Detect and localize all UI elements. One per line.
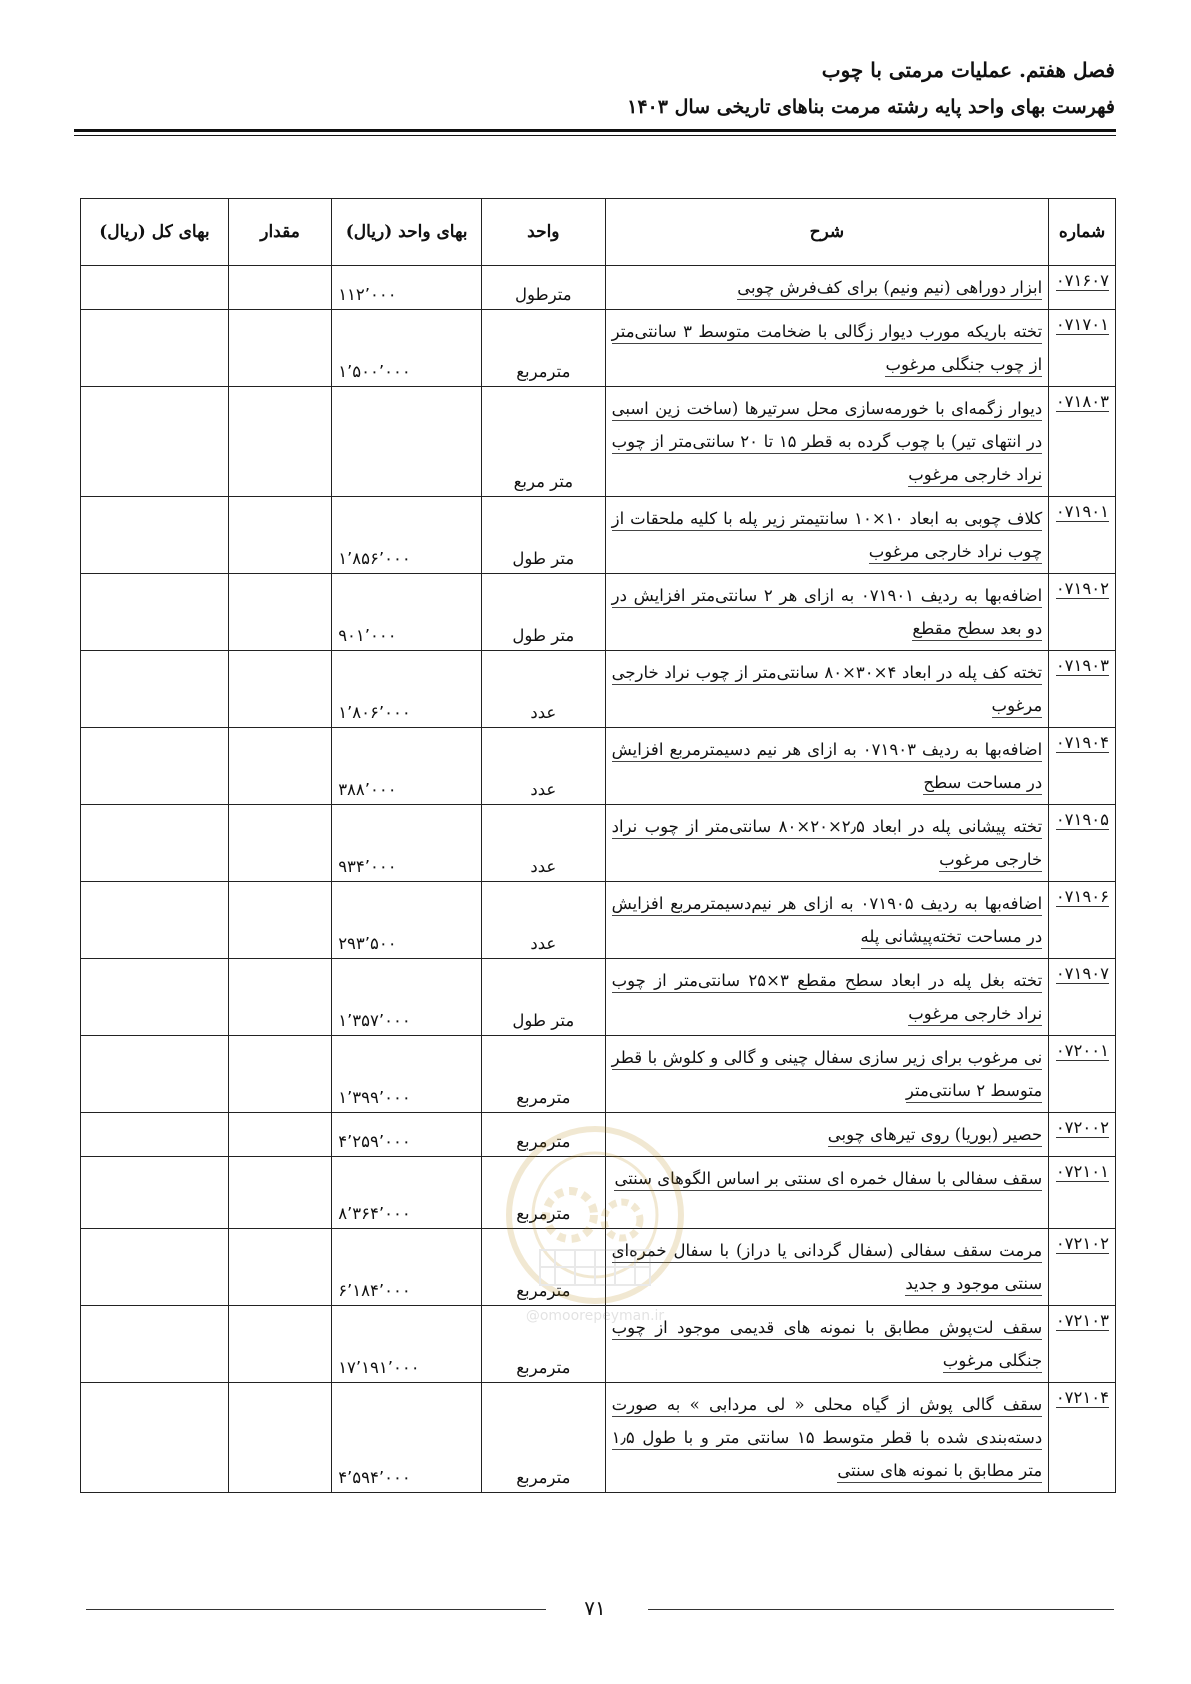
- cell-code-text: ۰۷۲۱۰۲: [1055, 1234, 1109, 1253]
- cell-description: [605, 497, 1049, 574]
- cell-code: [1049, 728, 1116, 805]
- cell-code: [1049, 497, 1116, 574]
- cell-code: [1049, 387, 1116, 497]
- cell-total: [81, 882, 229, 959]
- table-row: [81, 266, 1116, 310]
- cell-code: [1049, 574, 1116, 651]
- chapter-title: فصل هفتم. عملیات مرمتی با چوب: [821, 58, 1115, 82]
- cell-unit-price: ۱٬۸۵۶٬۰۰۰: [332, 497, 482, 574]
- header-rule-thin: [74, 135, 1116, 136]
- cell-code: [1049, 1036, 1116, 1113]
- cell-description: [605, 266, 1049, 310]
- cell-code-text: ۰۷۱۹۰۷: [1055, 964, 1109, 983]
- col-header-qty: مقدار: [228, 199, 331, 266]
- cell-description: [605, 651, 1049, 728]
- table-row: [81, 310, 1116, 387]
- cell-quantity: [228, 497, 331, 574]
- cell-description-text: سقف لت‌پوش مطابق با نمونه های قدیمی موجود از چوب جنگلی مرغوب: [612, 1318, 1043, 1373]
- table-header-row: [81, 199, 1116, 266]
- cell-quantity: [228, 266, 331, 310]
- table-row: [81, 387, 1116, 497]
- cell-description-text: اضافه‌بها به ردیف ۰۷۱۹۰۱ به ازای هر ۲ سانتی‌متر افزایش در دو بعد سطح مقطع: [612, 586, 1043, 641]
- cell-description-text: دیوار زگمه‌ای با خورمه‌سازی محل سرتیرها (ساخت زین اسبی در انتهای تیر) با چوب گرده به قطر ۱۵ تا ۲۰ سانتی‌متر از چوب نراد خارجی مرغوب: [612, 399, 1043, 487]
- cell-unit-price: ۶٬۱۸۴٬۰۰۰: [332, 1229, 482, 1306]
- cell-unit: مترمربع: [482, 1306, 606, 1383]
- col-header-total: بهای کل (ریال): [81, 199, 229, 266]
- cell-quantity: [228, 882, 331, 959]
- cell-code-text: ۰۷۱۹۰۱: [1055, 502, 1109, 521]
- cell-unit-price: ۴٬۵۹۴٬۰۰۰: [332, 1383, 482, 1493]
- cell-quantity: [228, 805, 331, 882]
- table-row: [81, 1113, 1116, 1157]
- cell-code-text: ۰۷۲۱۰۴: [1055, 1388, 1109, 1407]
- cell-unit: متر طول: [482, 574, 606, 651]
- cell-unit: عدد: [482, 805, 606, 882]
- cell-unit: مترمربع: [482, 1229, 606, 1306]
- cell-description: [605, 959, 1049, 1036]
- cell-quantity: [228, 1157, 331, 1229]
- cell-unit: عدد: [482, 728, 606, 805]
- table-row: [81, 1229, 1116, 1306]
- cell-unit: متر طول: [482, 959, 606, 1036]
- cell-quantity: [228, 1113, 331, 1157]
- cell-code: [1049, 651, 1116, 728]
- cell-total: [81, 728, 229, 805]
- table-row: [81, 497, 1116, 574]
- table-row: [81, 959, 1116, 1036]
- cell-quantity: [228, 1036, 331, 1113]
- cell-unit: مترمربع: [482, 1383, 606, 1493]
- cell-code-text: ۰۷۱۹۰۳: [1055, 656, 1109, 675]
- cell-description: [605, 1036, 1049, 1113]
- table-row: [81, 574, 1116, 651]
- cell-unit-price: ۱٬۳۵۷٬۰۰۰: [332, 959, 482, 1036]
- cell-description: [605, 728, 1049, 805]
- page-number: ۷۱: [584, 1596, 606, 1620]
- table-row: [81, 882, 1116, 959]
- header-rule-thick: [74, 129, 1116, 132]
- cell-description-text: اضافه‌بها به ردیف ۰۷۱۹۰۳ به ازای هر نیم دسیمترمربع افزایش در مساحت سطح: [612, 740, 1043, 795]
- cell-description-text: کلاف چوبی به ابعاد ۱۰×۱۰ سانتیمتر زیر پله با کلیه ملحقات از چوب نراد خارجی مرغوب: [612, 509, 1043, 564]
- cell-total: [81, 1229, 229, 1306]
- cell-total: [81, 805, 229, 882]
- cell-total: [81, 1306, 229, 1383]
- cell-code-text: ۰۷۲۰۰۱: [1055, 1041, 1109, 1060]
- col-header-unit: واحد: [482, 199, 606, 266]
- table-row: [81, 728, 1116, 805]
- cell-code: [1049, 266, 1116, 310]
- cell-description: [605, 882, 1049, 959]
- cell-quantity: [228, 574, 331, 651]
- cell-description: [605, 1113, 1049, 1157]
- svg-text:@omoorepeyman.ir: @omoorepeyman.ir: [525, 1308, 665, 1324]
- col-header-code: شماره: [1049, 199, 1116, 266]
- cell-quantity: [228, 310, 331, 387]
- cell-unit-price: [332, 387, 482, 497]
- cell-description-text: نی مرغوب برای زیر سازی سفال چینی و گالی و کلوش با قطر متوسط ۲ سانتی‌متر: [612, 1048, 1043, 1103]
- cell-unit-price: ۸٬۳۶۴٬۰۰۰: [332, 1157, 482, 1229]
- cell-unit-price: ۴٬۲۵۹٬۰۰۰: [332, 1113, 482, 1157]
- cell-description: [605, 1306, 1049, 1383]
- cell-unit: مترمربع: [482, 310, 606, 387]
- cell-code-text: ۰۷۱۶۰۷: [1055, 271, 1109, 290]
- cell-unit-price: ۳۸۸٬۰۰۰: [332, 728, 482, 805]
- cell-unit: مترمربع: [482, 1036, 606, 1113]
- cell-quantity: [228, 1306, 331, 1383]
- cell-code: [1049, 1157, 1116, 1229]
- cell-description-text: مرمت سقف سفالی (سفال گردانی یا دراز) با سفال خمره‌ای سنتی موجود و جدید: [612, 1241, 1043, 1296]
- cell-unit: مترمربع: [482, 1113, 606, 1157]
- cell-total: [81, 497, 229, 574]
- cell-unit-price: ۱٬۸۰۶٬۰۰۰: [332, 651, 482, 728]
- cell-total: [81, 1036, 229, 1113]
- cell-unit: عدد: [482, 651, 606, 728]
- table-row: [81, 1036, 1116, 1113]
- cell-quantity: [228, 387, 331, 497]
- cell-description: [605, 1229, 1049, 1306]
- cell-description-text: تخته کف پله در ابعاد ۴×۳۰×۸۰ سانتی‌متر از چوب نراد خارجی مرغوب: [612, 663, 1043, 718]
- cell-code-text: ۰۷۲۰۰۲: [1055, 1118, 1109, 1137]
- table-row: [81, 805, 1116, 882]
- cell-code-text: ۰۷۱۹۰۴: [1055, 733, 1109, 752]
- cell-unit: مترطول: [482, 266, 606, 310]
- cell-code: [1049, 1113, 1116, 1157]
- price-table: [80, 198, 1116, 1493]
- col-header-unit-price: بهای واحد (ریال): [332, 199, 482, 266]
- table-row: [81, 1157, 1116, 1229]
- cell-unit-price: ۹۰۱٬۰۰۰: [332, 574, 482, 651]
- cell-code: [1049, 1306, 1116, 1383]
- cell-total: [81, 1113, 229, 1157]
- cell-total: [81, 651, 229, 728]
- cell-code-text: ۰۷۱۸۰۳: [1055, 392, 1109, 411]
- cell-description: [605, 1383, 1049, 1493]
- cell-unit-price: ۱٬۵۰۰٬۰۰۰: [332, 310, 482, 387]
- cell-code-text: ۰۷۱۷۰۱: [1055, 315, 1109, 334]
- cell-unit-price: ۱٬۳۹۹٬۰۰۰: [332, 1036, 482, 1113]
- cell-code-text: ۰۷۲۱۰۱: [1055, 1162, 1109, 1181]
- cell-description: [605, 1157, 1049, 1229]
- cell-quantity: [228, 1383, 331, 1493]
- cell-quantity: [228, 1229, 331, 1306]
- cell-total: [81, 310, 229, 387]
- cell-description-text: تخته بغل پله در ابعاد سطح مقطع ۳×۲۵ سانتی‌متر از چوب نراد خارجی مرغوب: [612, 971, 1043, 1026]
- table-row: [81, 651, 1116, 728]
- cell-code: [1049, 1383, 1116, 1493]
- cell-total: [81, 1157, 229, 1229]
- cell-code-text: ۰۷۲۱۰۳: [1055, 1311, 1109, 1330]
- cell-total: [81, 266, 229, 310]
- cell-code: [1049, 805, 1116, 882]
- footer-rule-left: [86, 1609, 546, 1610]
- table-row: [81, 1383, 1116, 1493]
- cell-description-text: اضافه‌بها به ردیف ۰۷۱۹۰۵ به ازای هر نیم‌دسیمترمربع افزایش در مساحت تخته‌پیشانی پله: [612, 894, 1043, 949]
- footer-rule-right: [648, 1609, 1114, 1610]
- cell-description-text: حصیر (بوریا) روی تیرهای چوبی: [828, 1125, 1042, 1147]
- cell-description-text: تخته باریکه مورب دیوار زگالی با ضخامت متوسط ۳ سانتی‌متر از چوب جنگلی مرغوب: [612, 322, 1043, 377]
- cell-code-text: ۰۷۱۹۰۶: [1055, 887, 1109, 906]
- cell-total: [81, 1383, 229, 1493]
- cell-unit-price: ۱۱۲٬۰۰۰: [332, 266, 482, 310]
- cell-code: [1049, 882, 1116, 959]
- cell-description-text: سقف سفالی با سفال خمره ای سنتی بر اساس الگوهای سنتی: [614, 1169, 1042, 1191]
- cell-unit: متر مربع: [482, 387, 606, 497]
- cell-description-text: تخته پیشانی پله در ابعاد ۲٫۵×۲۰×۸۰ سانتی‌متر از چوب نراد خارجی مرغوب: [612, 817, 1043, 872]
- cell-unit-price: ۱۷٬۱۹۱٬۰۰۰: [332, 1306, 482, 1383]
- cell-unit: عدد: [482, 882, 606, 959]
- cell-code-text: ۰۷۱۹۰۲: [1055, 579, 1109, 598]
- cell-description: [605, 310, 1049, 387]
- cell-unit-price: ۹۳۴٬۰۰۰: [332, 805, 482, 882]
- cell-description: [605, 805, 1049, 882]
- cell-total: [81, 387, 229, 497]
- cell-quantity: [228, 728, 331, 805]
- cell-unit-price: ۲۹۳٬۵۰۰: [332, 882, 482, 959]
- cell-description-text: ابزار دوراهی (نیم ونیم) برای کف‌فرش چوبی: [737, 278, 1042, 300]
- cell-code: [1049, 1229, 1116, 1306]
- cell-total: [81, 959, 229, 1036]
- cell-code: [1049, 310, 1116, 387]
- cell-unit: مترمربع: [482, 1157, 606, 1229]
- cell-code-text: ۰۷۱۹۰۵: [1055, 810, 1109, 829]
- cell-total: [81, 574, 229, 651]
- col-header-desc: شرح: [605, 199, 1049, 266]
- cell-unit: متر طول: [482, 497, 606, 574]
- document-subtitle: فهرست بهای واحد پایه رشته مرمت بناهای تاریخی سال ۱۴۰۳: [627, 96, 1115, 118]
- cell-description: [605, 574, 1049, 651]
- cell-quantity: [228, 651, 331, 728]
- cell-code: [1049, 959, 1116, 1036]
- cell-description-text: سقف گالی پوش از گیاه محلی « لی مردابی » به صورت دسته‌بندی شده با قطر متوسط ۱۵ سانتی متر و با طول ۱٫۵ متر مطابق با نمونه های سنتی: [612, 1395, 1043, 1483]
- cell-quantity: [228, 959, 331, 1036]
- table-row: [81, 1306, 1116, 1383]
- cell-description: [605, 387, 1049, 497]
